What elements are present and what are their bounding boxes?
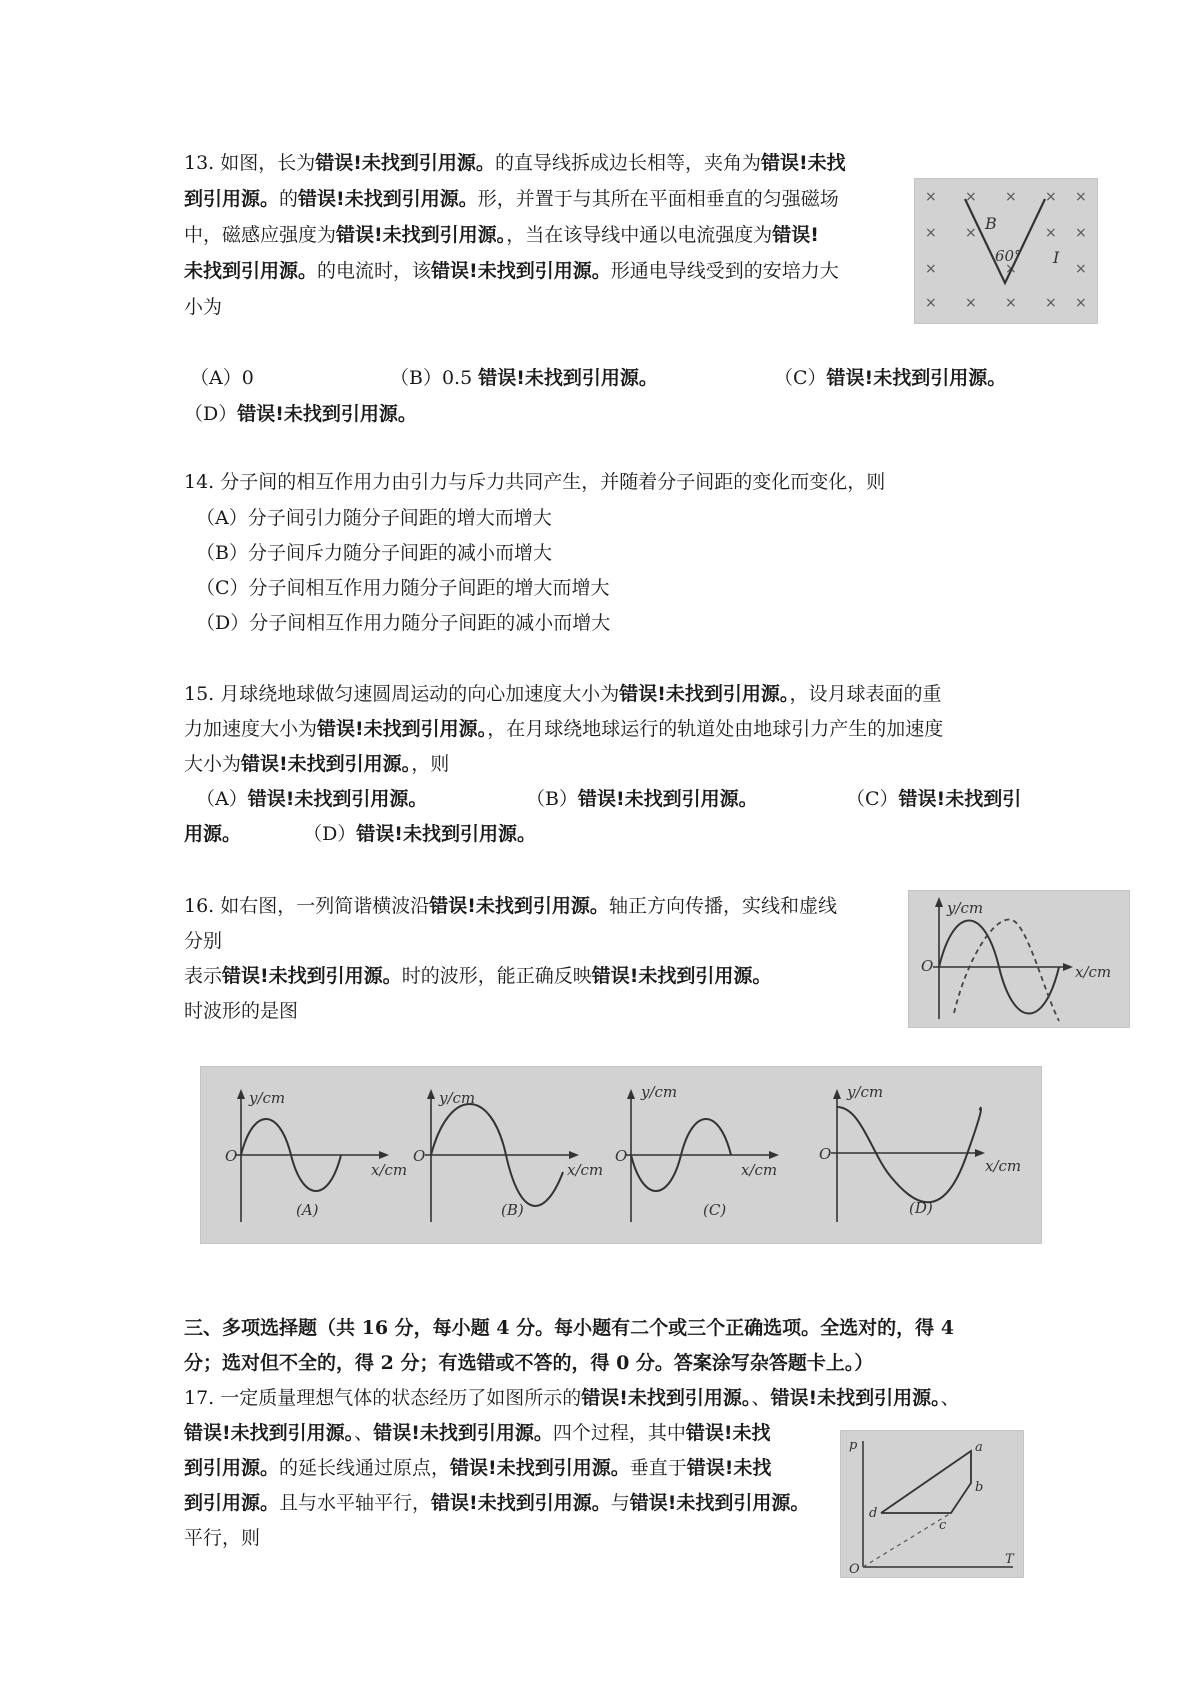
angle-label: 60° [995,247,1022,265]
q17-line-3: 到引用源。的延长线通过原点，错误!未找到引用源。垂直于错误!未找 [184,1457,772,1479]
ref-error: 错误!未找到引用源。 [241,753,412,775]
svg-text:×: × [1005,295,1017,311]
choice-b-tag: (B) [501,1201,524,1219]
ref-error: 错误!未找到引用源。 [237,403,417,425]
q16-line-4: 时波形的是图 [184,1000,299,1022]
ref-error: 未找到引用源。 [184,260,318,282]
q17-line-4: 到引用源。且与水平轴平行，错误!未找到引用源。与错误!未找到引用源。 [184,1492,810,1514]
choice-a-tag: (A) [296,1201,319,1219]
svg-text:×: × [1045,225,1057,241]
ref-error: 错误!未找 [760,152,846,174]
svg-text:×: × [1075,189,1087,205]
choice-a-y-label: y/cm [249,1089,286,1107]
choice-c-tag: (C) [703,1201,727,1219]
q15-line-2: 力加速度大小为错误!未找到引用源。，在月球绕地球运行的轨道处由地球引力产生的加速度 [184,718,944,740]
choice-d-graph [819,1083,1021,1222]
q15-option-a: （A）错误!未找到引用源。 [196,788,428,810]
svg-text:×: × [965,189,977,205]
ref-error: 错误!未找到引用源。 [431,1492,611,1514]
choice-b-y-label: y/cm [439,1089,476,1107]
t-label: T [1005,1552,1014,1567]
q14-option-d: （D）分子间相互作用力随分子间距的减小而增大 [196,612,611,634]
ref-error: 错误!未找到引用源。 [619,683,790,705]
b-label: B [985,214,997,233]
choice-d-origin: O [819,1145,832,1163]
ref-error: 错误!未找到引用源。 [356,823,536,845]
svg-text:×: × [925,261,937,277]
ref-error: 错误!未找到引用源。 [450,1457,630,1479]
choice-b-x-label: x/cm [567,1161,604,1179]
extension-line [863,1513,951,1567]
ref-error: 错误!未找到引用源。 [581,1387,752,1409]
ref-error: 错误!未找到引用源。 [247,788,428,810]
choice-c-x-label: x/cm [741,1161,778,1179]
point-a-label: a [975,1440,983,1455]
x-axis-label: x/cm [1075,963,1112,981]
wave-choices-diagram [201,1067,1041,1243]
ref-error: 错误!未找 [685,1422,771,1444]
choice-c-y-label: y/cm [641,1083,678,1101]
ref-error: 错误!未找到引用源。 [184,1422,355,1444]
ref-error: 错误!未找到引用源。 [629,1492,810,1514]
current-label: I [1053,248,1060,267]
choice-d-tag: (D) [909,1199,933,1217]
ref-error: 错误! [772,224,819,246]
ref-error: 错误!未找到引用源。 [317,718,488,740]
ref-error: 错误!未找到引用源。 [478,367,658,389]
svg-text:×: × [1075,261,1087,277]
ref-error: 到引用源。 [184,1492,280,1514]
q14-option-b: （B）分子间斥力随分子间距的减小而增大 [196,542,552,564]
ref-error: 用源。 [184,823,242,845]
ref-error: 错误!未找到引用源。 [222,965,402,987]
svg-text:×: × [965,295,977,311]
ref-error: 错误!未找到引用源。 [336,224,507,246]
ref-error: 到引用源。 [184,188,280,210]
svg-text:×: × [1075,295,1087,311]
q13-line-4: 未找到引用源。的电流时，该错误!未找到引用源。形通电导线受到的安培力大 [184,260,839,282]
point-d-label: d [869,1506,878,1521]
q14-option-c: （C）分子间相互作用力随分子间距的增大而增大 [196,577,610,599]
ref-error: 错误!未找到引用源。 [826,367,1007,389]
origin-label: O [921,957,934,975]
point-b-label: b [975,1480,984,1495]
ref-error: 错误!未找到引用源。 [577,788,758,810]
ref-error: 错误!未找到引用源。 [315,152,495,174]
ref-error: 错误!未找到引 [898,788,1022,810]
q13-line-2: 到引用源。的错误!未找到引用源。形，并置于与其所在平面相垂直的匀强磁场 [184,188,839,210]
ref-error: 错误!未找到引用源。 [429,895,609,917]
q17-line-1: 17. 一定质量理想气体的状态经历了如图所示的错误!未找到引用源。、错误!未找到引用源。、 [184,1387,960,1409]
wave-diagram [909,891,1129,1027]
choice-d-x-label: x/cm [985,1157,1022,1175]
choice-d-y-label: y/cm [847,1083,884,1101]
choice-b-origin: O [413,1147,426,1165]
q13-line-3: 中，磁感应强度为错误!未找到引用源。，当在该导线中通以电流强度为错误! [184,224,819,246]
choice-c-graph [615,1083,779,1222]
svg-text:×: × [1005,261,1017,277]
q16-line-1: 16. 如右图，一列简谐横波沿错误!未找到引用源。轴正方向传播，实线和虚线 [184,895,837,917]
choice-a-graph [225,1089,407,1222]
ref-error: 错误!未找到引用源。 [770,1387,941,1409]
q13-line-5: 小为 [184,296,223,318]
q13-line-1: 13. 如图，长为错误!未找到引用源。的直导线拆成边长相等，夹角为错误!未找 [184,152,846,174]
svg-text:×: × [1005,189,1017,205]
origin-label: O [849,1562,860,1577]
q15-option-d: 用源。 （D）错误!未找到引用源。 [184,823,536,845]
magnetic-field-diagram [915,179,1097,323]
ref-error: 错误!未找到引用源。 [431,260,611,282]
q17-line-5: 平行，则 [184,1527,261,1549]
choice-c-origin: O [615,1147,628,1165]
point-c-label: c [939,1518,947,1533]
q13-figure [914,178,1098,324]
q16-figure [908,890,1130,1028]
ref-error: 错误!未找到引用源。 [373,1422,553,1444]
svg-text:×: × [925,225,937,241]
q14-option-a: （A）分子间引力随分子间距的增大而增大 [196,507,552,529]
q15-line-1: 15. 月球绕地球做匀速圆周运动的向心加速度大小为错误!未找到引用源。，设月球表面的重 [184,683,942,705]
q14-stem: 14. 分子间的相互作用力由引力与斥力共同产生，并随着分子间距的变化而变化，则 [184,471,886,493]
svg-text:×: × [1045,189,1057,205]
svg-text:×: × [925,189,937,205]
ref-error: 错误!未找到引用源。 [591,965,772,987]
svg-text:×: × [1075,225,1087,241]
q17-line-2: 错误!未找到引用源。、错误!未找到引用源。四个过程，其中错误!未找 [184,1422,771,1444]
svg-text:×: × [965,225,977,241]
y-axis-label: y/cm [947,899,984,917]
pt-diagram [841,1431,1023,1577]
p-label: p [849,1438,858,1453]
q17-figure [840,1430,1024,1578]
section-3-heading-line-2: 分；选对但不全的，得 2 分；有选错或不答的，得 0 分。答案涂写杂答题卡上。） [184,1352,874,1374]
q13-option-d: （D）错误!未找到引用源。 [184,403,417,425]
q16-choices-figure [200,1066,1042,1244]
ref-error: 错误!未找 [686,1457,772,1479]
choice-a-x-label: x/cm [371,1161,408,1179]
q15-option-c: （C）错误!未找到引 [846,788,1022,810]
q13-option-a: （A）0 [190,367,254,389]
cycle-path [881,1451,971,1513]
q13-option-b: （B）0.5 错误!未找到引用源。 [390,367,658,389]
q15-option-b: （B）错误!未找到引用源。 [526,788,758,810]
svg-text:×: × [1045,295,1057,311]
choice-a-origin: O [225,1147,238,1165]
svg-text:×: × [925,295,937,311]
choice-b-graph [413,1089,603,1222]
q13-option-c: （C）错误!未找到引用源。 [774,367,1007,389]
q15-line-3: 大小为错误!未找到引用源。，则 [184,753,450,775]
section-3-heading-line-1: 三、多项选择题（共 16 分，每小题 4 分。每小题有二个或三个正确选项。全选对的，得 4 [184,1317,954,1339]
q16-line-3: 表示错误!未找到引用源。时的波形，能正确反映错误!未找到引用源。 [184,965,772,987]
q16-line-2: 分别 [184,930,223,952]
ref-error: 错误!未找到引用源。 [298,188,478,210]
ref-error: 到引用源。 [184,1457,280,1479]
